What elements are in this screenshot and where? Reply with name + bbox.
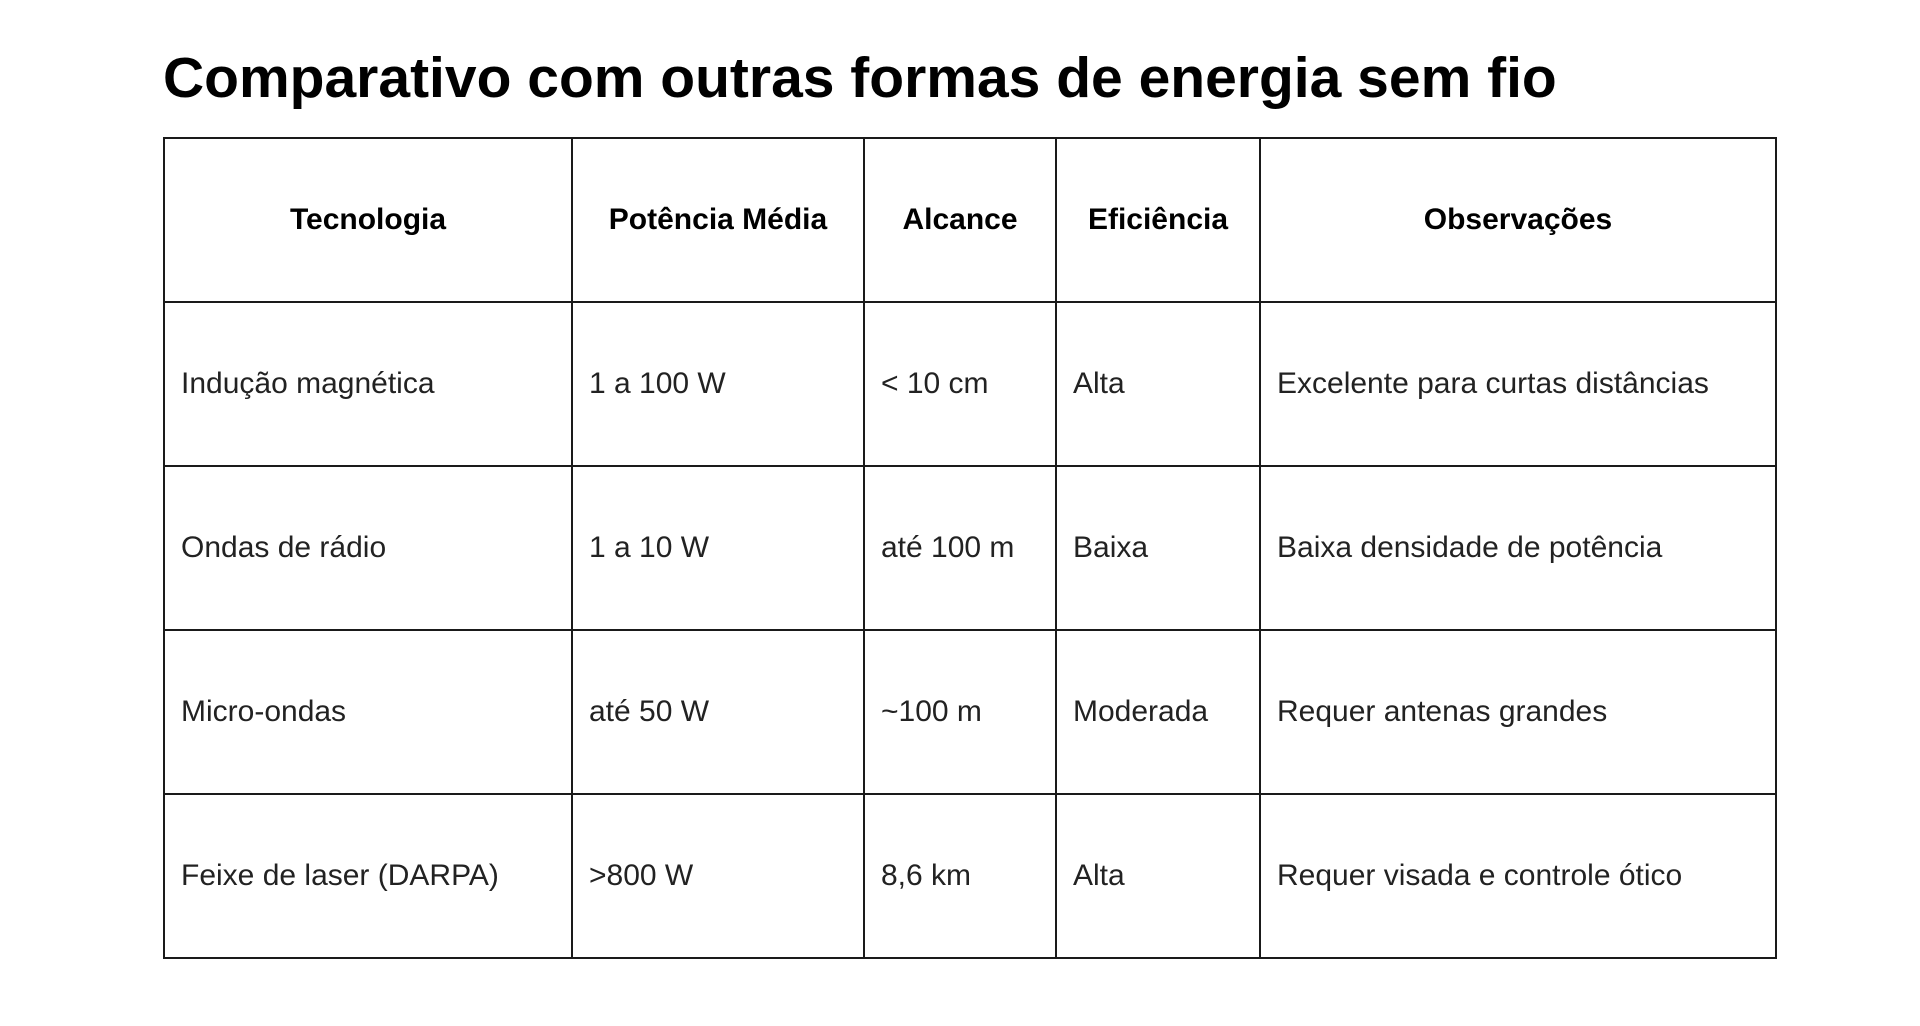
cell-eficiencia: Moderada — [1056, 630, 1260, 794]
cell-alcance: ~100 m — [864, 630, 1056, 794]
header-alcance: Alcance — [864, 138, 1056, 302]
cell-observacoes: Baixa densidade de potência — [1260, 466, 1776, 630]
cell-observacoes: Excelente para curtas distâncias — [1260, 302, 1776, 466]
table-row — [164, 794, 1776, 958]
header-tecnologia: Tecnologia — [164, 138, 572, 302]
comparison-table — [163, 137, 1777, 959]
cell-observacoes: Requer visada e controle ótico — [1260, 794, 1776, 958]
header-eficiencia: Eficiência — [1056, 138, 1260, 302]
table-row — [164, 466, 1776, 630]
cell-tecnologia: Feixe de laser (DARPA) — [164, 794, 572, 958]
table-row — [164, 630, 1776, 794]
cell-potencia: 1 a 10 W — [572, 466, 864, 630]
cell-potencia: até 50 W — [572, 630, 864, 794]
cell-eficiencia: Alta — [1056, 302, 1260, 466]
cell-eficiencia: Baixa — [1056, 466, 1260, 630]
cell-alcance: até 100 m — [864, 466, 1056, 630]
page-title: Comparativo com outras formas de energia sem fio — [163, 46, 1557, 110]
cell-observacoes: Requer antenas grandes — [1260, 630, 1776, 794]
cell-alcance: 8,6 km — [864, 794, 1056, 958]
table-header-row — [164, 138, 1776, 302]
cell-potencia: 1 a 100 W — [572, 302, 864, 466]
cell-tecnologia: Micro-ondas — [164, 630, 572, 794]
cell-alcance: < 10 cm — [864, 302, 1056, 466]
cell-eficiencia: Alta — [1056, 794, 1260, 958]
table-row — [164, 302, 1776, 466]
cell-potencia: >800 W — [572, 794, 864, 958]
cell-tecnologia: Indução magnética — [164, 302, 572, 466]
cell-tecnologia: Ondas de rádio — [164, 466, 572, 630]
header-potencia-media: Potência Média — [572, 138, 864, 302]
header-observacoes: Observações — [1260, 138, 1776, 302]
